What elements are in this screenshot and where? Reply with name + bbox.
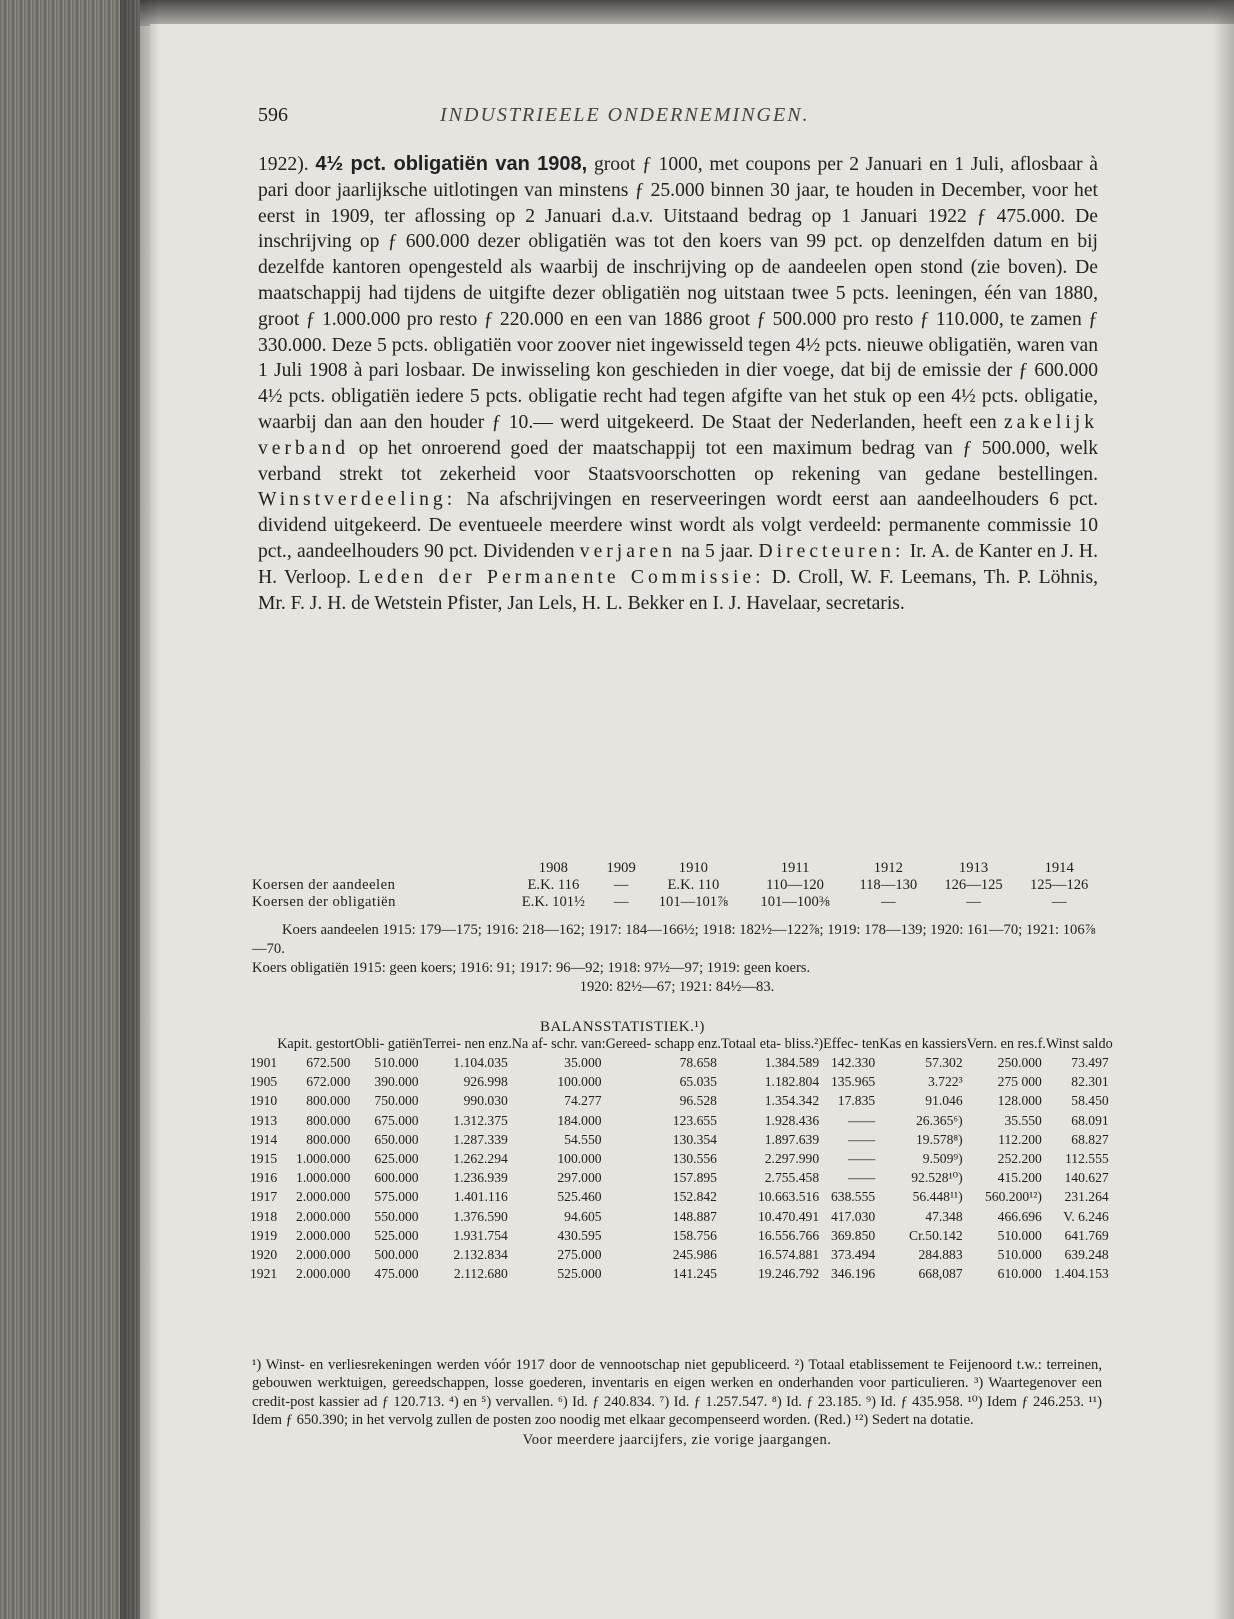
table-cell: 525.000 — [374, 1227, 419, 1243]
year-cell: 1910 — [250, 1093, 278, 1109]
table-cell: 2.112.680 — [453, 1266, 508, 1282]
table-cell: 275 000 — [997, 1074, 1042, 1090]
table-cell: —— — [848, 1112, 876, 1128]
column-header: Gereed- schapp enz. — [605, 1036, 721, 1052]
table-cell: 141.245 — [672, 1266, 717, 1282]
table-cell: 1.236.939 — [453, 1170, 508, 1186]
footnotes — [252, 1356, 1102, 1449]
table-cell: 74.277 — [564, 1093, 602, 1109]
table-cell: 800.000 — [306, 1093, 351, 1109]
column-header: Obli- gatiën — [354, 1036, 423, 1052]
table-cell: E.K. 116 — [527, 877, 580, 893]
table-cell: 35.550 — [1004, 1112, 1042, 1128]
table-cell: 2.000.000 — [296, 1208, 351, 1224]
year-cell: 1911 — [780, 860, 810, 876]
table-cell: 152.842 — [672, 1189, 717, 1205]
table-cell: 78.658 — [679, 1055, 717, 1070]
balans-body — [250, 1053, 1113, 1283]
table-cell: 284.883 — [918, 1247, 963, 1263]
table-cell: 1.312.375 — [453, 1112, 508, 1128]
balans-title: BALANSSTATISTIEK.¹) — [540, 1019, 705, 1035]
table-cell: — — [1051, 894, 1067, 910]
table-cell: 346.196 — [831, 1266, 876, 1282]
table-cell: 112.555 — [1064, 1151, 1109, 1167]
table-row — [250, 1264, 1113, 1283]
koersen-table — [252, 860, 1102, 911]
spaced-term: Winstverdeeling: — [258, 489, 457, 511]
table-cell: 525.460 — [557, 1189, 602, 1205]
year-cell: 1915 — [250, 1151, 278, 1167]
table-cell: 1.384.589 — [764, 1055, 820, 1070]
table-cell: 672.000 — [306, 1074, 351, 1090]
table-cell: 58.450 — [1071, 1093, 1109, 1109]
table-cell: V. 6.246 — [1063, 1208, 1109, 1224]
table-row — [250, 1245, 1113, 1264]
table-cell: 1.354.342 — [764, 1093, 820, 1109]
table-cell: 800.000 — [306, 1112, 351, 1128]
column-header: Kapit. gestort — [277, 1036, 355, 1052]
year-cell: 1909 — [606, 860, 636, 876]
koersen-year-row — [252, 860, 1102, 877]
table-cell: 250.000 — [997, 1055, 1042, 1070]
table-cell: 3.722³ — [927, 1074, 963, 1090]
table-cell: 1.182.804 — [764, 1074, 820, 1090]
table-cell: 415.200 — [997, 1170, 1042, 1186]
table-cell: 800.000 — [306, 1131, 351, 1147]
table-cell: 16.574.881 — [757, 1247, 820, 1263]
column-header: Terrei- nen enz. — [422, 1036, 512, 1052]
table-cell: 1.897.639 — [764, 1131, 820, 1147]
table-cell: 926.998 — [463, 1074, 508, 1090]
column-header: Totaal eta- bliss.²) — [720, 1036, 824, 1052]
table-cell: 19.578⁸) — [916, 1131, 963, 1147]
text-span: Na afschrijvingen en reserveeringen wordt eerst aan aandeelhouders 6 pct. dividend uitgekeerd. De eventueele meerdere winst wordt als volgt verdeeld: permanente commissie 10 pct., aandeelhouders 90 pct. Dividenden — [258, 489, 1098, 562]
table-cell: 639.248 — [1064, 1247, 1109, 1263]
year-cell: 1917 — [250, 1189, 278, 1205]
table-cell: 101—101⅞ — [658, 894, 729, 910]
table-row — [250, 1072, 1113, 1091]
text-span: op het onroerend goed der maatschappij tot een maximum bedrag van ƒ 500.000, welk verband strekt tot zekerheid voor Staatsvoorschotten op rekening van gedane bestellingen. — [258, 437, 1098, 485]
table-cell: 112.200 — [998, 1131, 1042, 1147]
body-paragraph — [258, 152, 1098, 616]
balans-header-row — [250, 1036, 1113, 1053]
table-cell: 100.000 — [557, 1074, 602, 1090]
table-cell: 140.627 — [1064, 1170, 1109, 1186]
table-row — [250, 1149, 1113, 1168]
year-cell: 1913 — [958, 860, 989, 876]
table-cell: 92.528¹⁰) — [911, 1170, 963, 1186]
column-header: Na af- schr. van: — [511, 1036, 606, 1052]
table-cell: 2.000.000 — [296, 1266, 351, 1282]
table-cell: —— — [848, 1131, 876, 1147]
table-cell: 275.000 — [557, 1247, 602, 1263]
text-span: groot ƒ 1000, met coupons per 2 Januari en 1 Juli, aflosbaar à pari door jaarlijksche uitlotingen van minstens ƒ 25.000 binnen 30 jaar, te houden in December, voor het eerst in 1909, ter aflossing op 2 Januari d.a.v. Uitstaand bedrag op 1 Januari 1922 ƒ 475.000. De inschrijving op ƒ 600.000 dezer obligatiën was tot den koers van 99 pct. op denzelfden datum en bij dezelfde kantoren opengesteld als waarbij de inschrijving op de aandeelen open stond (zie boven). De maatschappij had tijdens de uitgifte dezer obligatiën nog uitstaan twee 5 pcts. leeningen, één van 1880, groot ƒ 1.000.000 pro resto ƒ 220.000 en een van 1886 groot ƒ 500.000 pro resto ƒ 110.000, te zamen ƒ 330.000. Deze 5 pcts. obligatiën voor zoover niet ingewisseld tegen 4½ pcts. nieuwe obligatiën, waren van 1 Juli 1908 à pari losbaar. De inwisseling kon geschieden in dier voege, dat bij de emissie der ƒ 600.000 4½ pcts. obligatiën iedere 5 pcts. obligatie recht had tegen afgifte van het stuk op een 4½ pcts. obligatie, waarbij dan aan den houder ƒ 10.— werd uitgekeerd. De Staat der Nederlanden, heeft een — [258, 154, 1098, 433]
spaced-term: Directeuren: — [758, 540, 905, 562]
table-cell: 2.000.000 — [296, 1227, 351, 1243]
table-cell: 610.000 — [997, 1266, 1042, 1282]
text-span: D. Croll, W. F. Leemans, Th. P. Löhnis, Mr. F. J. H. de Wetstein Pfister, Jan Lels, H. L. Bekker en I. J. Havelaar, secretaris. — [258, 566, 1098, 614]
table-cell: 56.448¹¹) — [912, 1189, 963, 1205]
table-cell: — — [613, 894, 629, 910]
year-cell: 1910 — [678, 860, 708, 876]
table-cell: 19.246.792 — [757, 1266, 820, 1282]
table-cell: 231.264 — [1064, 1189, 1109, 1205]
table-cell: 297.000 — [557, 1170, 602, 1186]
year-cell: 1901 — [250, 1055, 278, 1070]
table-cell: 1.376.590 — [453, 1208, 508, 1224]
table-cell: 750.000 — [374, 1093, 419, 1109]
column-header: Winst saldo — [1045, 1036, 1113, 1052]
table-cell: 16.556.766 — [757, 1227, 820, 1243]
table-cell: 73.497 — [1071, 1055, 1109, 1070]
table-cell: 638.555 — [831, 1189, 876, 1205]
year-cell: 1908 — [538, 860, 568, 876]
table-cell: 35.000 — [564, 1055, 602, 1070]
table-cell: 10.470.491 — [757, 1208, 820, 1224]
table-cell: 1.928.436 — [764, 1112, 820, 1128]
table-cell: 430.595 — [557, 1227, 602, 1243]
table-cell: 500.000 — [374, 1247, 419, 1263]
table-cell: 1.262.294 — [453, 1151, 508, 1167]
table-cell: 9.509⁹) — [922, 1151, 963, 1167]
table-row — [250, 1207, 1113, 1226]
spaced-term: Leden der Permanente Commissie: — [358, 566, 765, 588]
year-cell: 1921 — [250, 1266, 278, 1282]
table-cell: E.K. 110 — [667, 877, 720, 893]
table-cell: 54.550 — [564, 1131, 602, 1147]
table-cell: 369.850 — [831, 1227, 876, 1243]
table-row — [250, 1091, 1113, 1110]
table-row — [250, 1187, 1113, 1206]
table-cell: 135.965 — [831, 1074, 876, 1090]
table-cell: 17.835 — [837, 1093, 876, 1109]
table-cell: 672.500 — [306, 1055, 351, 1070]
table-cell: 68.091 — [1071, 1112, 1109, 1128]
running-title: INDUSTRIEELE ONDERNEMINGEN. — [440, 104, 810, 126]
table-cell: 158.756 — [672, 1227, 717, 1243]
text-span: na 5 jaar. — [675, 540, 759, 562]
table-row — [250, 1053, 1113, 1072]
table-cell: E.K. 101½ — [521, 894, 585, 910]
table-cell: 1.404.153 — [1054, 1266, 1109, 1282]
table-row — [250, 1168, 1113, 1187]
table-cell: 668,087 — [918, 1266, 963, 1282]
table-cell: 2.132.834 — [453, 1247, 508, 1263]
footnote-text: ¹) Winst- en verliesrekeningen werden vóór 1917 door de vennootschap niet gepubliceerd. ²) Totaal etablissement te Feijenoord t.w.: terreinen, gebouwen werktuigen, gereedschappen, losse goederen, inventaris en eigen werken en onderhanden voor particulieren. ³) Waartegenover een credit-post kassier ad ƒ 120.713. ⁴) en ⁵) vervallen. ⁶) Id. ƒ 240.834. ⁷) Id. ƒ 1.257.547. ⁸) Id. ƒ 23.185. ⁹) Id. ƒ 435.958. ¹⁰) Idem ƒ 246.253. ¹¹) Idem ƒ 650.390; in het vervolg zullen de posten zoo noodig met elkaar gecompenseerd worden. (Red.) ¹²) Sedert na dotatie. — [252, 1357, 1102, 1429]
table-cell: 417.030 — [831, 1208, 876, 1224]
table-cell: —— — [848, 1151, 876, 1167]
table-cell: 990.030 — [463, 1093, 508, 1109]
table-cell: 675.000 — [374, 1112, 419, 1128]
table-cell: 1.000.000 — [296, 1170, 351, 1186]
table-cell: 91.046 — [925, 1093, 963, 1109]
koers-obligatien: Koers obligatiën 1915: geen koers; 1916: 91; 1917: 96—92; 1918: 97½—97; 1919: geen koers. — [252, 960, 811, 976]
koers-aandeelen: Koers aandeelen 1915: 179—175; 1916: 218—162; 1917: 184—166½; 1918: 182½—122⅞; 1919: 178—139; 1920: 161—70; 1921: 106⅞—70. — [252, 922, 1096, 957]
table-row — [252, 877, 1102, 894]
table-row — [250, 1130, 1113, 1149]
year-cell: 1905 — [250, 1074, 278, 1090]
table-cell: 101—100⅜ — [760, 894, 830, 910]
table-cell: 390.000 — [374, 1074, 419, 1090]
table-cell: 94.605 — [564, 1208, 602, 1224]
year-cell: 1919 — [250, 1227, 278, 1243]
page-right-edge — [1212, 0, 1234, 1619]
table-cell: 245.986 — [672, 1247, 717, 1263]
table-cell: 641.769 — [1064, 1227, 1109, 1243]
table-cell: 1.287.339 — [453, 1131, 508, 1147]
row-label: Koersen der obligatiën — [252, 894, 396, 910]
table-cell: 1.931.754 — [453, 1227, 508, 1243]
year-cell: 1918 — [250, 1208, 278, 1224]
table-cell: 157.895 — [672, 1170, 717, 1186]
table-cell: 575.000 — [374, 1189, 419, 1205]
column-header: Effec- ten — [823, 1036, 880, 1052]
table-cell: 118—130 — [859, 877, 918, 893]
column-header: Kas en kassiers — [879, 1036, 967, 1052]
table-cell: 125—126 — [1029, 877, 1089, 893]
table-cell: — — [881, 894, 896, 910]
table-cell: 560.200¹²) — [984, 1189, 1042, 1205]
spaced-term: zakelijk verband — [258, 411, 1098, 459]
table-cell: 600.000 — [374, 1170, 419, 1186]
table-cell: 510.000 — [997, 1247, 1042, 1263]
table-cell: 1.104.035 — [453, 1055, 508, 1070]
table-cell: 126—125 — [944, 877, 1003, 893]
text-span: Ir. A. de Kanter en J. H. H. Verloop. — [258, 540, 1098, 588]
page-number: 596 — [258, 104, 288, 126]
table-cell: 148.887 — [672, 1208, 717, 1224]
table-cell: 96.528 — [679, 1093, 717, 1109]
table-cell: 2.297.990 — [764, 1151, 820, 1167]
column-header: Vern. en res.f. — [966, 1036, 1046, 1052]
table-cell: 26.365⁶) — [916, 1112, 963, 1128]
table-cell: 510.000 — [997, 1227, 1042, 1243]
book-page-stack — [0, 0, 140, 1619]
table-cell: 466.696 — [997, 1208, 1042, 1224]
table-row — [250, 1111, 1113, 1130]
book-top-edge — [0, 0, 1234, 26]
balans-table — [250, 1036, 1113, 1283]
table-cell: 2.000.000 — [296, 1247, 351, 1263]
table-cell: 373.494 — [831, 1247, 876, 1263]
table-cell: 100.000 — [557, 1151, 602, 1167]
year-cell: 1920 — [250, 1247, 278, 1263]
table-cell: 130.556 — [672, 1151, 717, 1167]
table-cell: Cr.50.142 — [909, 1227, 963, 1243]
gutter-shadow — [120, 0, 160, 1619]
table-cell: 68.827 — [1071, 1131, 1109, 1147]
table-cell: 57.302 — [925, 1055, 963, 1070]
table-cell: 110—120 — [766, 877, 824, 893]
table-row — [250, 1226, 1113, 1245]
table-cell: 475.000 — [374, 1266, 419, 1282]
table-cell: 650.000 — [374, 1131, 419, 1147]
table-cell: 2.000.000 — [296, 1189, 351, 1205]
year-cell: 1916 — [250, 1170, 278, 1186]
table-cell: 625.000 — [374, 1151, 419, 1167]
table-cell: 128.000 — [997, 1093, 1042, 1109]
table-cell: 510.000 — [374, 1055, 419, 1070]
bond-heading: 4½ pct. obligatiën van 1908, — [315, 153, 588, 175]
koers-section — [252, 921, 1102, 997]
spaced-term: verjaren — [579, 540, 676, 562]
year-cell: 1913 — [250, 1112, 278, 1128]
table-cell: 2.755.458 — [764, 1170, 820, 1186]
table-cell: 82.301 — [1071, 1074, 1109, 1090]
year-cell: 1914 — [250, 1131, 278, 1147]
table-cell: 10.663.516 — [757, 1189, 820, 1205]
table-cell: 1.401.116 — [453, 1189, 508, 1205]
table-cell: 142.330 — [831, 1055, 876, 1070]
table-cell: 525.000 — [557, 1266, 602, 1282]
year-cell: 1912 — [873, 860, 903, 876]
table-cell: — — [613, 877, 629, 893]
table-cell: —— — [848, 1170, 876, 1186]
table-cell: 65.035 — [679, 1074, 717, 1090]
table-cell: 184.000 — [557, 1112, 602, 1128]
table-cell: 47.348 — [925, 1208, 963, 1224]
table-cell: 550.000 — [374, 1208, 419, 1224]
table-cell: 252.200 — [997, 1151, 1042, 1167]
row-label: Koersen der aandeelen — [252, 877, 396, 893]
table-cell: 130.354 — [672, 1131, 717, 1147]
table-cell: 1.000.000 — [296, 1151, 351, 1167]
koers-obligatien-cont: 1920: 82½—67; 1921: 84½—83. — [579, 979, 775, 995]
table-cell: — — [966, 894, 981, 910]
table-cell: 123.655 — [672, 1112, 717, 1128]
closing-note: Voor meerdere jaarcijfers, zie vorige jaargangen. — [522, 1431, 832, 1448]
year-cell: 1914 — [1044, 860, 1074, 876]
table-row — [252, 894, 1102, 911]
column-header — [250, 1036, 277, 1053]
text-span: 1922). — [258, 154, 309, 175]
